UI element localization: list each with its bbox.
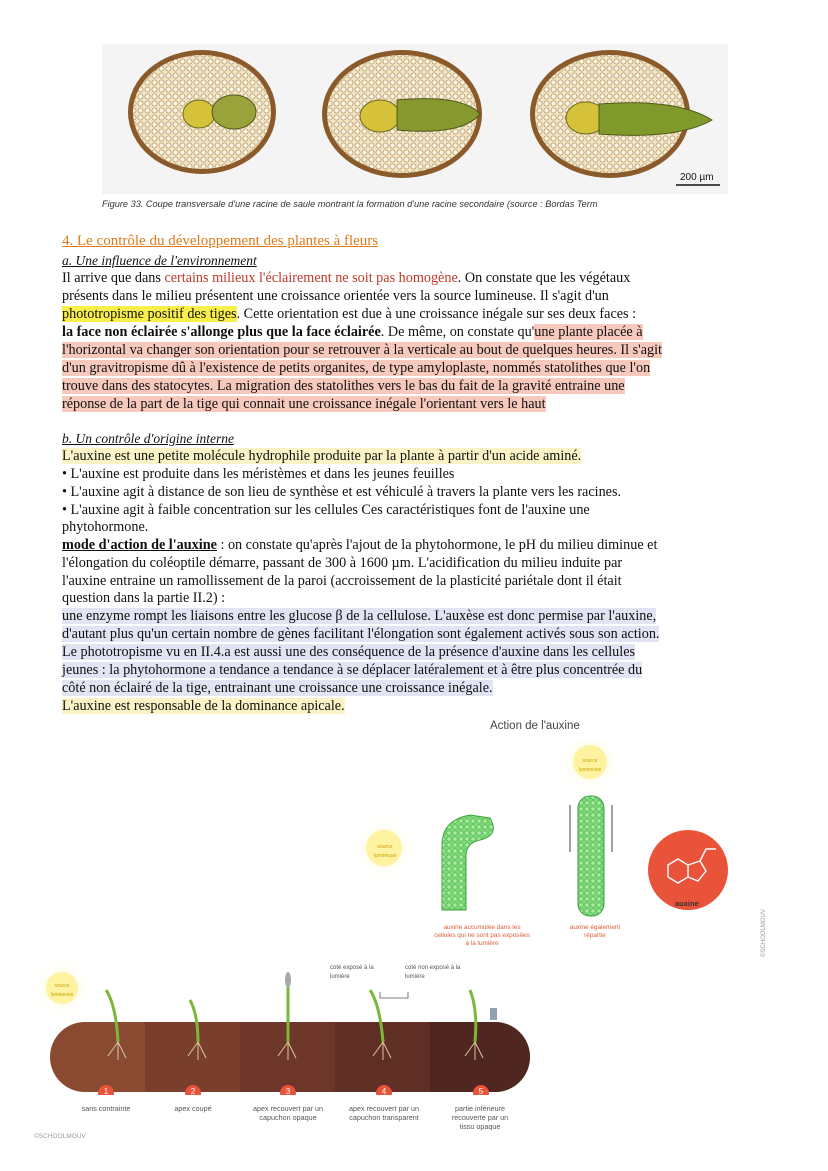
para-a-line-7: trouve dans des statocytes. La migration des statolithes vers le bas du fait de la gravité entraine une (62, 378, 625, 394)
para-b-line-8: l'auxine entraine un ramollissement de la paroi (accroissement de la plasticité pariétale dont il était (62, 573, 622, 589)
section-title: 4. Le contrôle du développement des plantes à fleurs (62, 233, 379, 249)
opaque-cap (285, 972, 291, 988)
figure-33-caption: Figure 33. Coupe transversale d'une racine de saule montrant la formation d'une racine secondaire (source : Bordas Term (102, 199, 598, 209)
step-4-number: 4 (381, 1087, 387, 1096)
step-3-label: apex recouvert par un capuchon opaque (253, 1104, 323, 1122)
step-1-label: sans contrainte (81, 1104, 131, 1113)
subsection-b-title: b. Un contrôle d'origine interne (62, 431, 234, 446)
step-5-number: 5 (478, 1087, 484, 1096)
cote-expose-label: coté exposé à la lumière (330, 965, 374, 980)
para-b-line-12: Le phototropisme vu en II.4.a est aussi une des conséquence de la présence d'auxine dans les cellules (62, 644, 636, 660)
para-b-line-5: phytohormone. (62, 519, 149, 535)
para-a-line-5: l'horizontal va changer son orientation pour se retrouver à la verticale au bout de quelques heures. Il s'agit (62, 342, 662, 358)
para-a-line-6: d'un gravitropisme dû à l'existence de petits organites, de type amyloplaste, nommés statolithes que l'on (62, 360, 651, 376)
light-source-top-label: source lumineuse (578, 758, 602, 773)
copyright-coleoptile: ©SCHOOLMOUV (34, 1133, 86, 1140)
para-b-line-7: l'élongation du coléoptile démarre, passant de 300 à 1600 µm. L'acidification du milieu induite par (62, 555, 623, 571)
para-a-line-3: phototropisme positif des tiges. Cette orientation est due à une croissance inégale sur ses deux faces : (62, 306, 637, 322)
step-3-number: 3 (285, 1087, 291, 1096)
light-source-left-label: source lumineuse (373, 844, 397, 859)
para-a-line-4: la face non éclairée s'allonge plus que la face éclairée. De même, on constate qu'une plante placée à (62, 324, 643, 340)
para-a-line-2: présents dans le milieu présentent une croissance orientée vers la source lumineuse. Il s'agit d'un (62, 288, 609, 304)
auxine-left-label: auxine accumulée dans les cellules qui ne sont pas exposées à la lumière (434, 924, 530, 947)
micrograph-svg (102, 44, 728, 194)
auxine-right-label: auxine également répartie (569, 924, 621, 939)
para-b-line-13: jeunes : la phytohormone a tendance a tendance à se déplacer latéralement et à être plus concentrée du (62, 662, 643, 678)
para-b-line-11: d'autant plus qu'un certain nombre de gènes facilitant l'élongation sont également activés sous son action. (62, 626, 660, 642)
para-b-line-9: question dans la partie II.2) : (62, 590, 226, 606)
auxine-molecule-label: auxine (675, 899, 699, 908)
para-b-line-3: • L'auxine agit à distance de son lieu de synthèse et est véhiculé à travers la plante vers les racines. (62, 484, 622, 500)
auxine-figure-title: Action de l'auxine (490, 720, 580, 732)
para-b-line-6: mode d'action de l'auxine : on constate qu'après l'ajout de la phytohormone, le pH du milieu diminue et (62, 537, 658, 553)
para-b-line-14: côté non éclairé de la tige, entrainant une croissance une croissance inégale. (62, 680, 493, 696)
bent-stem (442, 815, 493, 910)
step-2-label: apex coupé (174, 1104, 212, 1113)
cote-non-expose-label: coté non exposé à la lumière (405, 965, 461, 980)
straight-stem (578, 796, 604, 916)
para-a-line-1: Il arrive que dans certains milieux l'éclairement ne soit pas homogène. On constate que les végétaux (62, 270, 631, 286)
scale-bar-label: 200 µm (680, 172, 714, 183)
para-b-line-10: une enzyme rompt les liaisons entre les glucose β de la cellulose. L'auxèse est donc permise par l'auxine, (62, 608, 657, 624)
para-b-line-15: L'auxine est responsable de la dominance apicale. (62, 698, 345, 714)
step-5-label: partie inférieure recouverte par un tissu opaque (451, 1104, 509, 1131)
subsection-a-title: a. Une influence de l'environnement (62, 253, 257, 268)
para-b-line-2: • L'auxine est produite dans les méristèmes et dans les jeunes feuilles (62, 466, 455, 482)
para-b-line-1: L'auxine est une petite molécule hydrophile produite par la plante à partir d'un acide aminé. (62, 448, 582, 464)
root-section-micrographs (102, 44, 728, 194)
step-4-label: apex recouvert par un capuchon transparent (349, 1104, 419, 1122)
para-a-line-8: réponse de la part de la tige qui connait une croissance inégale l'orientant vers le haut (62, 396, 546, 412)
light-source-coleoptile-label: source lumineuse (50, 983, 74, 998)
opaque-tissue (490, 1008, 497, 1020)
watermark-auxine: ©SCHOOLMOUV (760, 909, 767, 957)
para-b-line-4: • L'auxine agit à faible concentration sur les cellules Ces caractéristiques font de l'auxine une (62, 502, 590, 518)
step-1-number: 1 (103, 1087, 109, 1096)
step-2-number: 2 (190, 1087, 196, 1096)
